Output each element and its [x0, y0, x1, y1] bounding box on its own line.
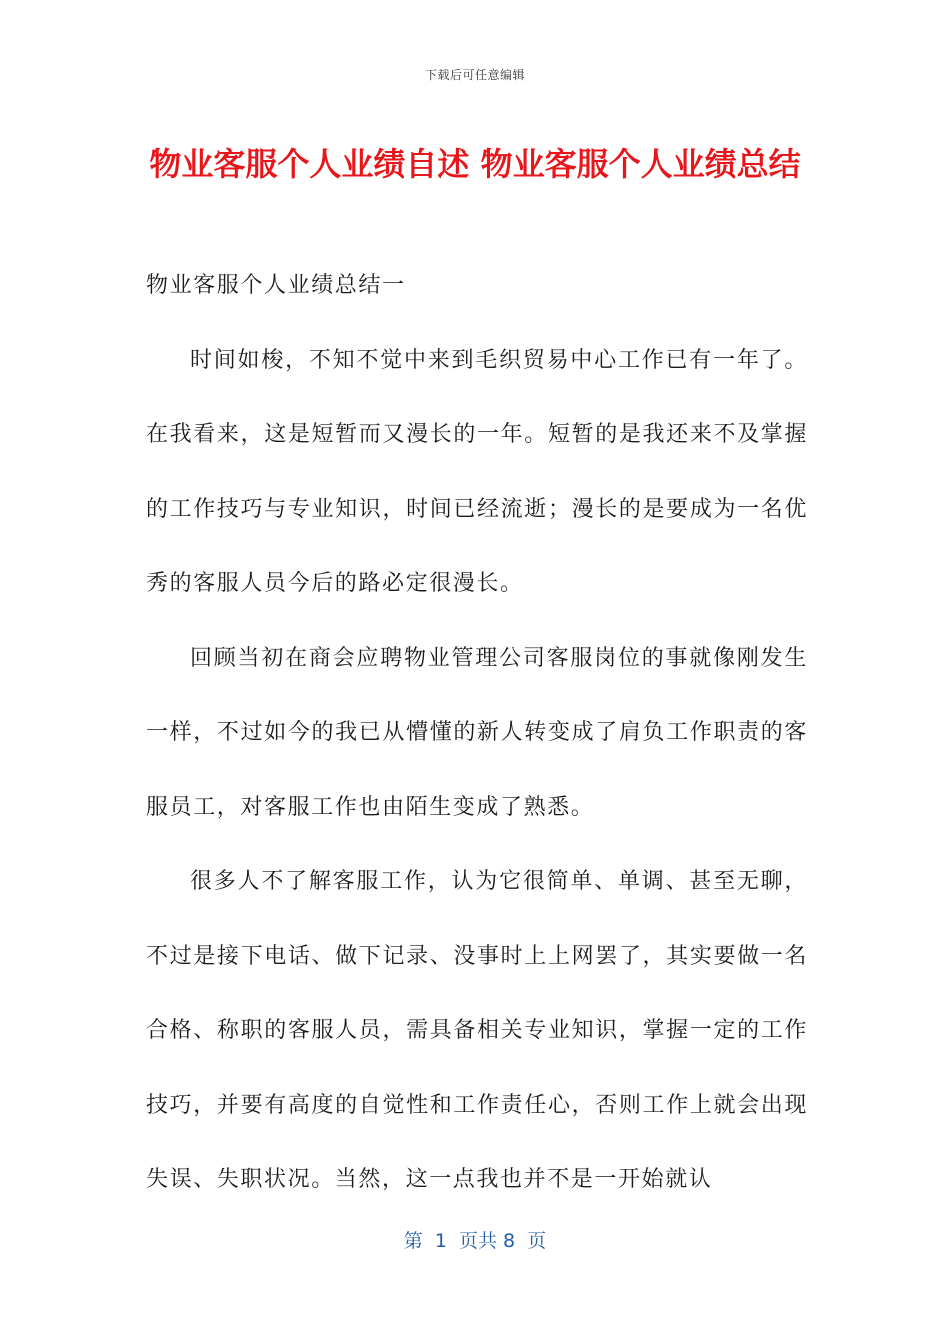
- section-heading: 物业客服个人业绩总结一: [146, 273, 406, 298]
- document-body: [146, 249, 808, 1218]
- paragraph: 很多人不了解客服工作，认为它很简单、单调、甚至无聊，不过是接下电话、做下记录、没事时上上网罢了，其实要做一名合格、称职的客服人员，需具备相关专业知识，掌握一定的工作技巧，并要有高度的自觉性和工作责任心，否则工作上就会出现失误、失职状况。当然，这一点我也并不是一开始就认: [146, 869, 808, 1192]
- header-note: 下载后可任意编辑: [424, 68, 525, 82]
- paragraph: 时间如梭，不知不觉中来到毛织贸易中心工作已有一年了。在我看来，这是短暂而又漫长的一年。短暂的是我还来不及掌握的工作技巧与专业知识，时间已经流逝；漫长的是要成为一名优秀的客服人员今后的路必定很漫长。: [146, 347, 808, 596]
- document-title: 物业客服个人业绩自述 物业客服个人业绩总结: [149, 145, 801, 183]
- page-number: 第 1 页共 8 页: [403, 1230, 547, 1252]
- paragraph: 回顾当初在商会应聘物业管理公司客服岗位的事就像刚发生一样，不过如今的我已从懵懂的新人转变成了肩负工作职责的客服员工，对客服工作也由陌生变成了熟悉。: [146, 645, 808, 820]
